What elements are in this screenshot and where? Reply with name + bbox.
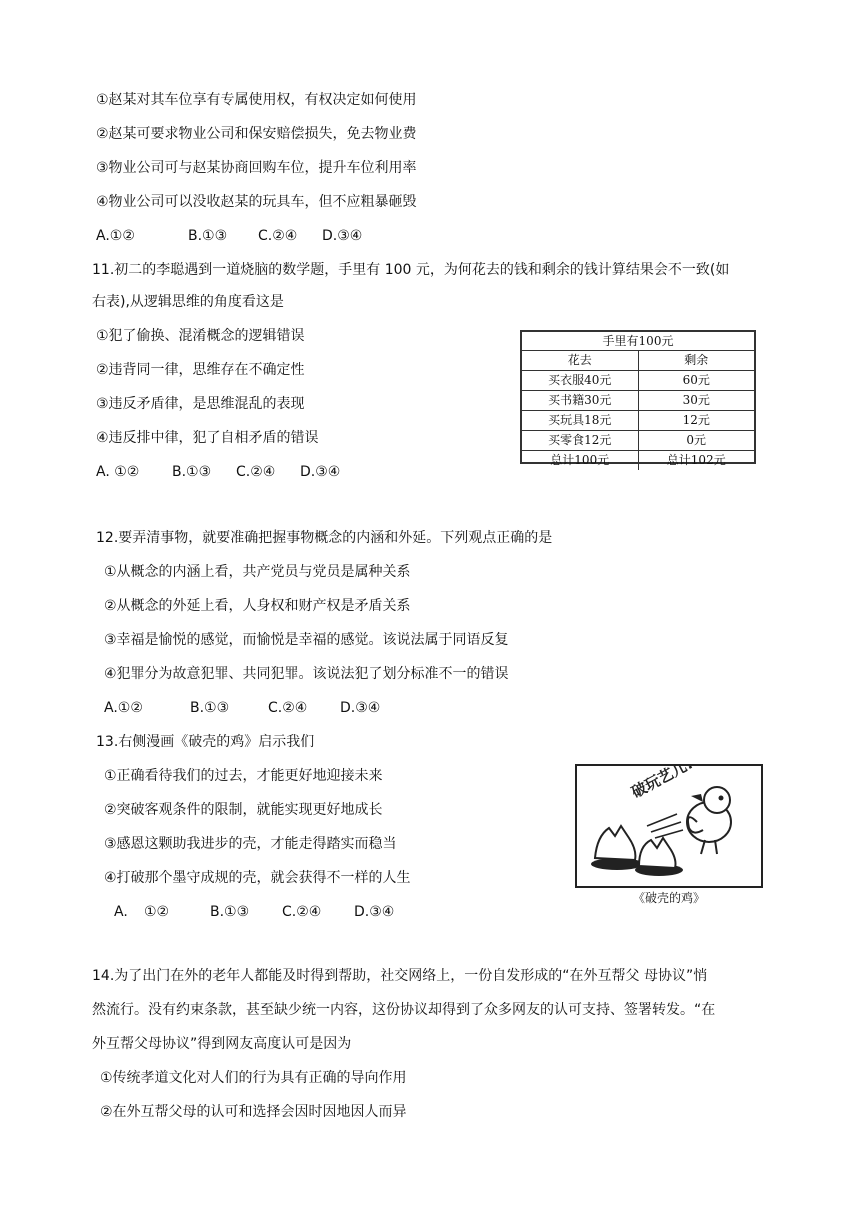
q12-option-3: ③幸福是愉悦的感觉，而愉悦是幸福的感觉。该说法属于同语反复 [104, 632, 509, 648]
table-cell: 买零食12元 [522, 431, 639, 450]
choice-a: A.①② [96, 228, 135, 244]
table-cell: 买玩具18元 [522, 411, 639, 430]
money-table [520, 330, 756, 467]
cartoon-caption: 《破壳的鸡》 [632, 891, 705, 905]
choice-b: B.①③ [210, 904, 250, 920]
q11-stem-line-1: 11.初二的李聪遇到一道烧脑的数学题，手里有 100 元，为何花去的钱和剩余的钱计算结果会不一致(如 [92, 262, 730, 278]
choice-c: C.②④ [258, 228, 298, 244]
table-row [522, 391, 754, 411]
q13-stem: 13.右侧漫画《破壳的鸡》启示我们 [96, 734, 315, 750]
q11-option-3: ③违反矛盾律，是思维混乱的表现 [96, 396, 305, 412]
cartoon-drawing [577, 766, 761, 886]
choice-d: D.③④ [300, 464, 341, 480]
q11-option-1: ①犯了偷换、混淆概念的逻辑错误 [96, 328, 305, 344]
choice-c: C.②④ [268, 700, 308, 716]
choice-d: D.③④ [354, 904, 395, 920]
choice-a: A. ①② [96, 464, 140, 480]
header-spent: 花去 [522, 351, 639, 370]
choice-a: A. [114, 904, 128, 920]
q13-option-3: ③感恩这颗助我进步的壳，才能走得踏实而稳当 [104, 836, 397, 852]
choice-c: C.②④ [236, 464, 276, 480]
q13-option-1: ①正确看待我们的过去，才能更好地迎接未来 [104, 768, 383, 784]
q12-choices [104, 698, 380, 718]
choice-b: B.①③ [190, 700, 230, 716]
table-cell: 0元 [686, 433, 707, 447]
table-row [522, 451, 754, 470]
table-header-row [522, 351, 754, 371]
q12-option-4: ④犯罪分为故意犯罪、共同犯罪。该说法犯了划分标准不一的错误 [104, 666, 509, 682]
choice-a-value: ①② [144, 904, 170, 920]
table-cell: 买衣服40元 [522, 371, 639, 390]
motion-line [655, 830, 683, 838]
table-cell: 12元 [682, 413, 710, 427]
cartoon-image [575, 764, 763, 888]
chick-beak [691, 794, 703, 802]
motion-line [651, 822, 681, 832]
table-title: 手里有100元 [522, 332, 754, 351]
q11-choices [96, 462, 340, 482]
q12-option-2: ②从概念的外延上看，人身权和财产权是矛盾关系 [104, 598, 411, 614]
choice-b: B.①③ [172, 464, 212, 480]
table-row [522, 411, 754, 431]
q10-option-2: ②赵某可要求物业公司和保安赔偿损失，免去物业费 [96, 126, 417, 142]
table-cell: 买书籍30元 [522, 391, 639, 410]
table-cell: 总计100元 [522, 451, 639, 470]
table-row [522, 371, 754, 391]
q10-option-1: ①赵某对其车位享有专属使用权，有权决定如何使用 [96, 92, 417, 108]
q14-stem-line-3: 外互帮父母协议”得到网友高度认可是因为 [92, 1036, 352, 1052]
q11-option-4: ④违反排中律，犯了自相矛盾的错误 [96, 430, 319, 446]
table-cell: 60元 [682, 373, 710, 387]
q14-stem-line-1: 14.为了出门在外的老年人都能及时得到帮助，社交网络上，一份自发形成的“在外互帮父 母协议”悄 [92, 968, 708, 984]
q11-stem-line-2: 右表),从逻辑思维的角度看这是 [92, 294, 284, 310]
q13-option-4: ④打破那个墨守成规的壳，就会获得不一样的人生 [104, 870, 411, 886]
q13-choices [114, 902, 394, 922]
choice-c: C.②④ [282, 904, 322, 920]
q10-option-3: ③物业公司可与赵某协商回购车位，提升车位利用率 [96, 160, 417, 176]
header-remaining: 剩余 [684, 353, 709, 367]
shell-right [639, 838, 676, 868]
table-row [522, 431, 754, 451]
q10-choices [96, 226, 362, 246]
q14-stem-line-2: 然流行。没有约束条款，甚至缺少统一内容，这份协议却得到了众多网友的认可支持、签署转发。“在 [92, 1002, 716, 1018]
q12-stem: 12.要弄清事物，就要准确把握事物概念的内涵和外延。下列观点正确的是 [96, 530, 553, 546]
choice-a: A.①② [104, 700, 143, 716]
shell-left [595, 826, 635, 860]
cartoon-speech: 破玩艺儿! [628, 766, 696, 802]
table-cell: 30元 [682, 393, 710, 407]
chick-head [704, 787, 730, 813]
q12-option-1: ①从概念的内涵上看，共产党员与党员是属种关系 [104, 564, 411, 580]
choice-d: D.③④ [340, 700, 381, 716]
table-cell: 总计102元 [666, 453, 726, 467]
q11-option-2: ②违背同一律，思维存在不确定性 [96, 362, 305, 378]
choice-b: B.①③ [188, 228, 228, 244]
q13-option-2: ②突破客观条件的限制，就能实现更好地成长 [104, 802, 383, 818]
q14-option-1: ①传统孝道文化对人们的行为具有正确的导向作用 [100, 1070, 407, 1086]
chick-leg [715, 840, 717, 854]
q10-option-4: ④物业公司可以没收赵某的玩具车，但不应粗暴砸毁 [96, 194, 417, 210]
q14-option-2: ②在外互帮父母的认可和选择会因时因地因人而异 [100, 1104, 407, 1120]
choice-d: D.③④ [322, 228, 363, 244]
chick-eye [719, 796, 724, 801]
